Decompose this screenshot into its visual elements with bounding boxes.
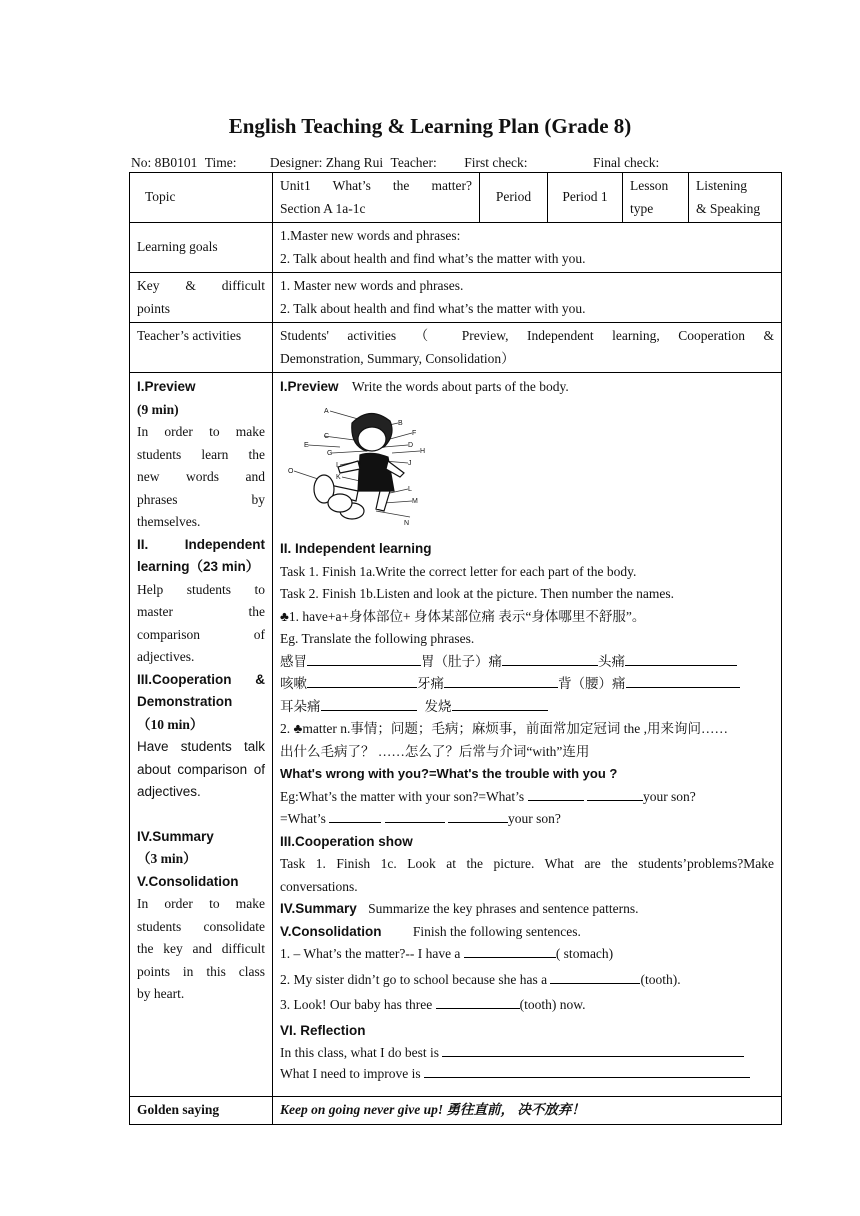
left-coop-time: （10 min）	[137, 716, 204, 732]
main-content-row	[130, 373, 782, 1097]
left-consol-title: V.Consolidation	[137, 873, 239, 889]
blank-eg-1[interactable]	[528, 786, 584, 801]
left-preview-line: In order to make	[137, 424, 265, 439]
phrase-stomach: 胃（肚子）痛	[421, 653, 502, 669]
reflection-best: In this class, what I do best is	[280, 1045, 439, 1060]
key-points-label-1: Key & difficult	[137, 278, 265, 293]
reflection-line-1	[280, 1042, 774, 1063]
blank-cold[interactable]	[307, 651, 421, 666]
eg-your-son: your son?	[507, 811, 561, 826]
left-coop-title-1: III.Cooperation &	[137, 671, 265, 687]
reflection-line-2	[280, 1063, 774, 1094]
students-activities-label	[273, 323, 782, 373]
blank-eg-4[interactable]	[385, 808, 445, 823]
period-label: Period	[480, 173, 548, 223]
learning-goal-2: 2. Talk about health and find what’s the matter with you.	[280, 250, 586, 266]
golden-saying-text: Keep on going never give up! 勇往直前， 决不放弃！	[273, 1097, 782, 1125]
phrase-line-2	[280, 673, 774, 696]
teacher-column	[130, 373, 273, 1097]
time-label: Time:	[204, 155, 237, 170]
lesson-plan-table	[129, 172, 782, 1125]
left-indep-line: adjectives.	[137, 649, 195, 664]
topic-unit: Unit1 What’s the matter?	[280, 178, 472, 193]
figure-letter: G	[327, 449, 333, 457]
blank-eg-2[interactable]	[587, 786, 643, 801]
blank-fever[interactable]	[452, 696, 548, 711]
blank-cough[interactable]	[307, 673, 417, 688]
blank-eg-3[interactable]	[329, 808, 381, 823]
sentence-3-hint: (tooth) now.	[519, 997, 586, 1012]
figure-letter: H	[420, 447, 426, 455]
phrase-cold: 感冒	[280, 653, 307, 669]
students-column	[273, 373, 782, 1097]
blank-earache[interactable]	[321, 696, 417, 711]
key-points-label	[130, 273, 273, 323]
left-coop-line: Have students talk	[137, 739, 265, 754]
figure-letter: N	[404, 519, 410, 527]
topic-label: Topic	[130, 173, 273, 223]
figure-letter: E	[304, 441, 309, 449]
left-preview-time: (9 min)	[137, 401, 179, 417]
whats-wrong: What's wrong with you?=What's the trouble with you ?	[280, 766, 618, 781]
left-coop-title-2: Demonstration	[137, 694, 233, 709]
left-indep-line: comparison of	[137, 626, 265, 642]
right-preview-text: Write the words about parts of the body.	[351, 379, 569, 394]
students-activities-line-2: Demonstration, Summary, Consolidation）	[280, 350, 515, 366]
blank-sentence-3[interactable]	[436, 994, 520, 1009]
key-points-label-2: points	[137, 300, 171, 316]
teacher-label: Teacher:	[390, 155, 437, 170]
lesson-type-label-1: Lesson	[630, 178, 669, 193]
sentence-1-hint: ( stomach)	[555, 946, 614, 961]
lesson-type-value	[689, 173, 782, 223]
sentence-1	[280, 943, 774, 966]
right-preview	[280, 376, 774, 399]
figure-letter: L	[408, 485, 412, 493]
phrase-line-3	[280, 696, 774, 719]
topic-value	[273, 173, 480, 223]
note-matter-1: 2. ♣matter n.事情；问题；毛病；麻烦事，前面常加定冠词 the ,用来询问……	[280, 721, 728, 736]
right-consol-text: Finish the following sentences.	[412, 923, 581, 939]
left-consol-line: points in this class	[137, 963, 265, 979]
eg-matter: Eg:What’s the matter with your son?=What’s	[280, 788, 525, 804]
left-consol-line: In order to make	[137, 896, 265, 911]
lesson-type-label	[623, 173, 689, 223]
figure-letter: F	[412, 429, 417, 437]
designer: Designer: Zhang Rui	[269, 155, 384, 170]
blank-sentence-1[interactable]	[464, 943, 556, 958]
topic-row	[130, 173, 782, 223]
eg-whats-line	[280, 808, 774, 831]
final-check-label: Final check:	[592, 155, 660, 170]
coop-task-line-1: Task 1. Finish 1c. Look at the picture. What are the students’problems?Make	[280, 856, 774, 871]
teacher-activities-label: Teacher’s activities	[130, 323, 273, 373]
left-summary-time: （3 min）	[137, 851, 197, 866]
eg-matter-line	[280, 786, 774, 809]
right-reflect-head: VI. Reflection	[280, 1022, 366, 1038]
blank-reflection-improve[interactable]	[424, 1063, 750, 1078]
left-coop-line: adjectives.	[137, 784, 201, 799]
sentence-2-hint: (tooth).	[640, 971, 681, 987]
activities-header-row	[130, 323, 782, 373]
blank-backache[interactable]	[626, 673, 740, 688]
plan-info-line	[131, 155, 791, 171]
figure-letter: I	[336, 461, 338, 469]
right-summary-head: IV.Summary	[280, 901, 357, 916]
right-summary-text: Summarize the key phrases and sentence patterns.	[368, 901, 639, 916]
left-consol-line: by heart.	[137, 986, 185, 1001]
eg-whats: =What’s	[280, 811, 326, 826]
learning-goals-label: Learning goals	[130, 223, 273, 273]
left-consol-line: the key and difficult	[137, 941, 265, 956]
right-coop-head: III.Cooperation show	[280, 833, 413, 849]
phrase-fever: 发烧	[424, 698, 452, 714]
left-indep-line: master the	[137, 604, 265, 619]
left-preview-line: phrases by	[137, 491, 265, 507]
key-points-content	[273, 273, 782, 323]
key-points-row	[130, 273, 782, 323]
eg-translate: Eg. Translate the following phrases.	[280, 631, 475, 646]
blank-sentence-2[interactable]	[550, 969, 640, 984]
figure-letter: C	[324, 432, 330, 440]
left-indep-title-1: II. Independent	[137, 536, 265, 552]
blank-toothache[interactable]	[444, 673, 558, 688]
figure-letter: B	[398, 419, 403, 427]
key-point-2: 2. Talk about health and find what’s the matter with you.	[280, 300, 586, 316]
sentence-1-text: 1. – What’s the matter?-- I have a	[280, 946, 461, 961]
right-indep-head: II. Independent learning	[280, 541, 432, 556]
period-value: Period 1	[548, 173, 623, 223]
left-summary-title: IV.Summary	[137, 828, 214, 844]
left-preview-line: new words and	[137, 469, 265, 484]
figure-letter: J	[408, 459, 412, 467]
coop-task-line-2: conversations.	[280, 878, 358, 894]
learning-goals-content	[273, 223, 782, 273]
learning-goals-row	[130, 223, 782, 273]
lesson-type-label-2: type	[630, 200, 654, 216]
golden-saying-label: Golden saying	[130, 1097, 273, 1125]
left-preview-title: I.Preview	[137, 379, 196, 394]
students-activities-line-1: Students' activities （ Preview, Independent learning, Cooperation &	[280, 328, 774, 343]
plan-number: No: 8B0101	[131, 155, 198, 170]
left-preview-line: themselves.	[137, 514, 201, 529]
first-check-label: First check:	[464, 155, 528, 170]
blank-stomach[interactable]	[502, 651, 598, 666]
task-1: Task 1. Finish 1a.Write the correct letter for each part of the body.	[280, 563, 637, 579]
sentence-3	[280, 994, 774, 1017]
figure-letter: K	[336, 473, 341, 481]
left-indep-line: Help students to	[137, 581, 265, 597]
figure-letter: A	[324, 407, 329, 415]
phrase-cough: 咳嗽	[280, 676, 307, 691]
note-matter-2: 出什么毛病了？ ……怎么了？后常与介词“with”连用	[280, 743, 590, 759]
blank-headache[interactable]	[625, 651, 737, 666]
lesson-type-value-1: Listening	[696, 178, 747, 193]
key-point-1: 1. Master new words and phrases.	[280, 278, 464, 293]
golden-saying-row	[130, 1097, 782, 1125]
phrase-toothache: 牙痛	[417, 676, 444, 691]
phrase-headache: 头痛	[598, 653, 625, 669]
sentence-2-text: 2. My sister didn’t go to school because she has a	[280, 971, 548, 987]
left-preview-line: students learn the	[137, 446, 265, 462]
figure-letter: D	[408, 441, 414, 449]
phrase-backache: 背（腰）痛	[558, 676, 626, 691]
right-preview-head: I.Preview	[280, 379, 339, 394]
blank-reflection-best[interactable]	[442, 1042, 744, 1057]
task-2: Task 2. Finish 1b.Listen and look at the picture. Then number the names.	[280, 586, 674, 601]
topic-section: Section A 1a-1c	[280, 200, 366, 216]
sentence-2	[280, 969, 774, 992]
lesson-type-value-2: & Speaking	[696, 200, 761, 216]
figure-letter: M	[412, 497, 418, 505]
right-consol	[280, 921, 774, 944]
left-indep-title-2: learning（23 min）	[137, 559, 260, 574]
phrase-line-1	[280, 651, 774, 674]
left-coop-line: about comparison of	[137, 761, 265, 777]
right-summary	[280, 898, 774, 921]
left-consol-line: students consolidate	[137, 918, 265, 934]
blank-eg-5[interactable]	[448, 808, 508, 823]
reflection-improve: What I need to improve is	[280, 1066, 421, 1081]
phrase-earache: 耳朵痛	[280, 698, 321, 714]
figure-letter: O	[288, 467, 294, 475]
eg-your-son: your son?	[642, 788, 696, 804]
right-consol-head: V.Consolidation	[280, 923, 382, 939]
sentence-3-text: 3. Look! Our baby has three	[280, 997, 433, 1012]
body-parts-figure	[280, 405, 450, 529]
note-have-a: ♣1. have+a+身体部位+ 身体某部位痛 表示“身体哪里不舒服”。	[280, 608, 646, 624]
page-title: English Teaching & Learning Plan (Grade 8)	[228, 114, 632, 138]
learning-goal-1: 1.Master new words and phrases:	[280, 228, 461, 243]
